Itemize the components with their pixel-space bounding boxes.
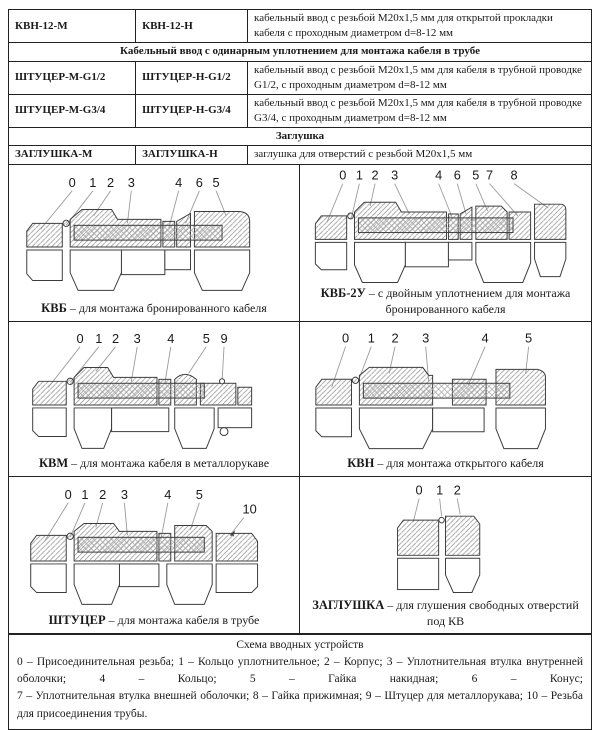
section-header-cell: Кабельный ввод с одинарным уплотнением для монтажа кабеля в трубе <box>9 43 592 61</box>
callout-number: 1 <box>89 174 97 190</box>
legend-title: Схема вводных устройств <box>236 638 364 651</box>
callout-number: 7 <box>485 167 494 183</box>
model-name-cell: КВН-12-М <box>9 10 136 43</box>
callout-number: 4 <box>175 174 183 190</box>
diagram-grid <box>8 165 592 635</box>
callout-number: 2 <box>107 174 115 190</box>
cross-section <box>315 202 565 239</box>
diagram-desc: – для монтажа открытого кабеля <box>377 455 544 470</box>
table-row <box>9 10 592 43</box>
outline-view <box>398 558 480 592</box>
callout-number: 2 <box>111 330 120 346</box>
diagram-name: ШТУЦЕР <box>48 612 106 627</box>
callout-number: 6 <box>453 167 461 183</box>
kvm-technical-drawing <box>11 324 297 456</box>
callout-number: 2 <box>391 330 399 346</box>
callout-number: 5 <box>472 167 480 183</box>
cross-section <box>33 367 252 404</box>
outline-view <box>315 242 565 282</box>
callout-number: 3 <box>120 486 128 502</box>
diagram-name: КВН <box>347 455 375 470</box>
callout-number: 3 <box>133 330 141 346</box>
legend-text-line1: 0 – Присоединительная резьба; 1 – Кольцо уплотнительное; 2 – Корпус; 3 – Уплотнительная втулка внутренней оболочки; 4 – Кольцо; 5 – Гайка накидная; 6 – Конус; <box>17 655 583 686</box>
callout-number: 3 <box>127 174 135 190</box>
callout-number: 6 <box>195 174 203 190</box>
callout-number: 1 <box>81 486 89 502</box>
model-name-cell: КВН-12-Н <box>136 10 248 43</box>
model-name-cell: ЗАГЛУШКА-Н <box>136 146 248 164</box>
diagram-caption <box>302 598 589 630</box>
diagram-caption <box>302 286 589 318</box>
outline-view <box>27 250 250 290</box>
outline-view <box>33 407 252 447</box>
diagram-desc: – для монтажа бронированного кабеля <box>69 300 267 315</box>
callout-number: 10 <box>242 501 257 517</box>
callout-number: 5 <box>202 330 210 346</box>
diagram-caption <box>341 456 550 473</box>
cross-section <box>316 367 546 405</box>
shtutser-technical-drawing <box>11 479 297 613</box>
model-name-cell: ШТУЦЕР-Н-G3/4 <box>136 94 248 127</box>
model-name-cell: ЗАГЛУШКА-М <box>9 146 136 164</box>
model-name-cell: ШТУЦЕР-Н-G1/2 <box>136 61 248 94</box>
diagram-name: КВБ-2У <box>320 285 366 300</box>
callout-number: 3 <box>391 167 399 183</box>
diagram-cell-shtutser <box>9 477 300 634</box>
table-section-header-row <box>9 128 592 146</box>
diagram-name: КВМ <box>38 455 69 470</box>
callout-number: 4 <box>435 167 443 183</box>
description-cell: кабельный ввод с резьбой М20х1,5 мм для кабеля в трубной проводке G1/2, с проходным диаметром d=8-12 мм <box>248 61 592 94</box>
callout-number: 2 <box>99 486 107 502</box>
outline-view <box>316 408 546 449</box>
diagram-cell-kvb <box>9 165 300 322</box>
callout-number: 2 <box>371 167 379 183</box>
diagram-caption <box>43 613 266 630</box>
diagram-cell-kvn <box>300 322 591 477</box>
callout-number: 3 <box>422 330 430 346</box>
kvb-technical-drawing <box>11 167 297 301</box>
kvn-technical-drawing <box>302 324 589 456</box>
cross-section <box>398 516 480 555</box>
callout-number: 1 <box>436 482 444 498</box>
callout-number: 5 <box>212 174 220 190</box>
diagram-cell-kvm <box>9 322 300 477</box>
diagram-name: ЗАГЛУШКА <box>312 597 385 612</box>
callout-number: 0 <box>64 486 72 502</box>
zaglushka-technical-drawing <box>302 479 589 598</box>
table-row <box>9 146 592 164</box>
section-header-cell: Заглушка <box>9 128 592 146</box>
callout-number: 1 <box>355 167 363 183</box>
diagram-desc: – для монтажа кабеля в металлорукаве <box>71 455 270 470</box>
callout-number: 4 <box>164 486 172 502</box>
diagram-caption <box>35 301 273 318</box>
diagram-desc: – для глушения свободных отверстий под КВ <box>387 597 579 628</box>
table-row <box>9 61 592 94</box>
model-name-cell: ШТУЦЕР-М-G3/4 <box>9 94 136 127</box>
cross-section <box>31 523 258 560</box>
kvb2u-technical-drawing <box>302 167 589 286</box>
model-name-cell: ШТУЦЕР-М-G1/2 <box>9 61 136 94</box>
legend-text-line2: 7 – Уплотнительная втулка внешней оболочки; 8 – Гайка прижимная; 9 – Штуцер для металлорукава; 10 – Резьба для присоединения трубы. <box>17 690 583 720</box>
callout-number: 0 <box>339 167 347 183</box>
outline-view <box>31 563 258 603</box>
diagram-desc: – с двойным уплотнением для монтажа бронированного кабеля <box>368 285 571 316</box>
callout-number: 8 <box>510 167 518 183</box>
callout-number: 1 <box>95 330 103 346</box>
diagram-name: КВБ <box>41 300 67 315</box>
diagram-caption <box>33 456 275 473</box>
table-row <box>9 94 592 127</box>
description-cell: заглушка для отверстий с резьбой М20х1,5 мм <box>248 146 592 164</box>
callout-number: 0 <box>415 482 423 498</box>
callout-number: 0 <box>341 330 350 346</box>
diagram-cell-zaglushka <box>300 477 591 634</box>
description-cell: кабельный ввод с резьбой М20х1,5 мм для кабеля в трубной проводке G3/4, с проходным диаметром d=8-12 мм <box>248 94 592 127</box>
catalog-page <box>8 9 592 730</box>
callout-number: 4 <box>481 330 489 346</box>
callout-number: 5 <box>525 330 533 346</box>
callout-number: 0 <box>76 330 84 346</box>
table-section-header-row <box>9 43 592 61</box>
cross-section <box>27 209 250 246</box>
callout-number: 4 <box>167 330 175 346</box>
callout-number: 2 <box>453 482 461 498</box>
description-cell: кабельный ввод с резьбой М20х1,5 мм для открытой прокладки кабеля с проходным диаметром d=8-12 мм <box>248 10 592 43</box>
callout-number: 0 <box>68 174 76 190</box>
callout-number: 9 <box>220 330 228 346</box>
diagram-desc: – для монтажа кабеля в трубе <box>108 612 260 627</box>
diagram-cell-kvb2u <box>300 165 591 322</box>
callout-number: 5 <box>195 486 203 502</box>
legend-box <box>8 635 592 730</box>
callout-number: 1 <box>367 330 375 346</box>
product-spec-table <box>8 9 592 165</box>
